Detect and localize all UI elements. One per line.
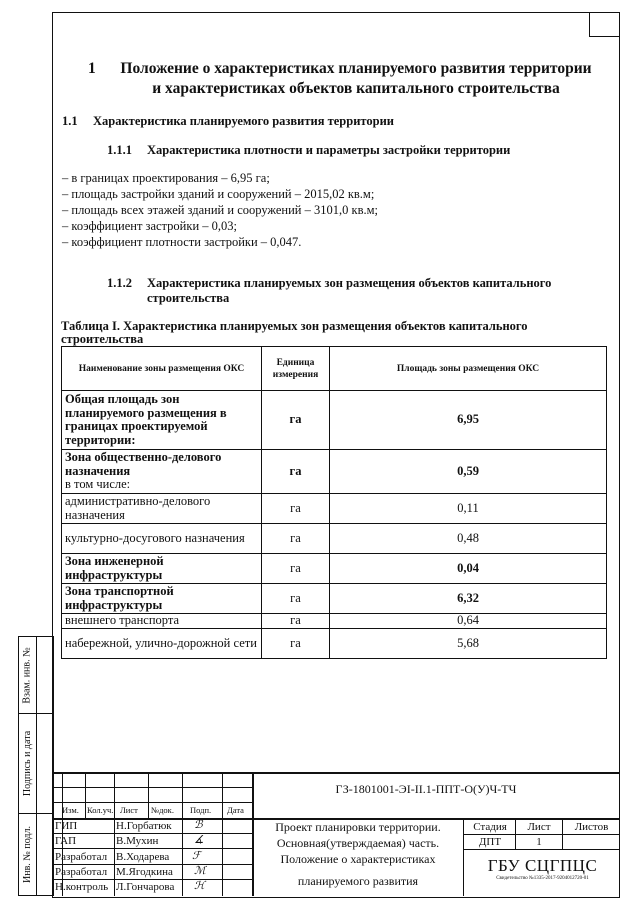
zone-unit: га <box>262 450 330 494</box>
col-header-list: Лист <box>120 805 138 815</box>
table-row <box>62 524 607 554</box>
zone-area: 0,04 <box>330 554 607 584</box>
role-name: М.Ягодкина <box>116 866 173 878</box>
table-row <box>62 494 607 524</box>
bullet-item: – в границах проектирования – 6,95 га; <box>62 171 270 185</box>
table-row <box>62 629 607 659</box>
signature-icon: ℱ <box>192 849 201 862</box>
role-name: Л.Гончарова <box>116 881 175 893</box>
table-row <box>62 554 607 584</box>
col-header-area: Площадь зоны размещения ОКС <box>330 347 607 391</box>
side-stamp <box>18 636 54 896</box>
zone-name: административно-делового назначения <box>62 494 262 524</box>
side-vzam-label: Взам. инв. № <box>22 646 34 704</box>
zone-name: Зона общественно-делового назначения <box>65 450 222 478</box>
signature-icon: ℳ <box>194 864 206 877</box>
section-1-number: 1 <box>88 60 96 77</box>
bullet-item: – площадь застройки зданий и сооружений – 2015,02 кв.м; <box>62 187 375 201</box>
table-row <box>62 450 607 494</box>
section-1-1-2-title-line1: Характеристика планируемых зон размещения объектов капитального <box>147 276 552 290</box>
zone-name: Зона транспортной инфраструктуры <box>62 584 262 614</box>
signature-icon: ℬ <box>194 818 203 831</box>
col-header-data: Дата <box>227 805 244 815</box>
zone-unit: га <box>262 629 330 659</box>
col-header-izm: Изм. <box>62 805 79 815</box>
table-caption: Таблица I. Характеристика планируемых зон размещения объектов капитального строительства <box>61 319 528 346</box>
section-1-title: Положение о характеристиках планируемого развития территории и характеристиках объектов капитального строительства <box>120 60 592 97</box>
zone-unit: га <box>262 524 330 554</box>
description-line: Основная(утверждаемая) часть. <box>276 836 440 850</box>
zone-name: Общая площадь зон планируемого размещения в границах проектируемой территории: <box>62 391 262 450</box>
description-line: Проект планировки территории. <box>275 820 441 834</box>
org-name: ГБУ СЦГПЦС <box>487 856 598 875</box>
zone-name-cell <box>62 450 262 494</box>
doc-code: ГЗ-1801001-ЭI-II.1-ППТ-О(У)Ч-ТЧ <box>335 782 517 796</box>
section-1-1-1-number: 1.1.1 <box>107 143 132 157</box>
side-inv-cell <box>19 814 36 895</box>
sheet-label: Лист <box>527 821 551 833</box>
col-header-podp: Подп. <box>190 805 212 815</box>
sheet-value: 1 <box>536 836 542 848</box>
signature-icon: ℋ <box>194 879 205 892</box>
stage-value: ДПТ <box>478 836 502 848</box>
role-label: ГИП <box>55 820 78 832</box>
zone-area: 6,32 <box>330 584 607 614</box>
sheet-corner-box <box>589 12 619 37</box>
role-label: ГАП <box>55 835 77 847</box>
role-name: В.Мухин <box>116 835 159 847</box>
zone-area: 0,11 <box>330 494 607 524</box>
zone-unit: га <box>262 614 330 629</box>
zone-unit: га <box>262 584 330 614</box>
role-name: Н.Горбатюк <box>116 820 172 832</box>
zone-name: внешнего транспорта <box>62 614 262 629</box>
side-inv-label: Инв. № подл. <box>22 826 34 883</box>
stage-label: Стадия <box>473 821 507 833</box>
col-header-unit: Единица измерения <box>262 347 330 391</box>
zone-area: 6,95 <box>330 391 607 450</box>
col-header-zone: Наименование зоны размещения ОКС <box>62 347 262 391</box>
zone-unit: га <box>262 494 330 524</box>
section-1-1-title: Характеристика планируемого развития территории <box>93 114 394 128</box>
role-label: Н.контроль <box>55 881 109 893</box>
zone-subtitle: в том числе: <box>65 477 131 492</box>
zone-unit: га <box>262 391 330 450</box>
col-header-kol: Кол.уч. <box>87 805 114 815</box>
zone-name: Зона инженерной инфраструктуры <box>62 554 262 584</box>
role-label: Разработал <box>55 851 108 863</box>
table-row <box>62 584 607 614</box>
title-block <box>52 772 620 896</box>
description-line: Положение о характеристиках <box>280 852 436 866</box>
zone-unit: га <box>262 554 330 584</box>
org-certificate: Свидетельство №1335-2017-9204012720-01 <box>496 876 589 881</box>
zone-name: набережной, улично-дорожной сети <box>62 629 262 659</box>
sheets-label: Листов <box>574 821 609 833</box>
zone-area: 0,64 <box>330 614 607 629</box>
side-podpis-label: Подпись и дата <box>22 730 33 797</box>
role-label: Разработал <box>55 866 108 878</box>
section-1-1-2-title-line2: строительства <box>147 291 230 305</box>
zones-table <box>61 346 607 659</box>
table-row <box>62 391 607 450</box>
bullet-item: – коэффициент застройки – 0,03; <box>62 219 237 233</box>
section-1-1-2-number: 1.1.2 <box>107 276 132 290</box>
zone-area: 0,48 <box>330 524 607 554</box>
section-1-1-number: 1.1 <box>62 114 78 128</box>
table-header-row <box>62 347 607 391</box>
side-podpis-cell <box>19 714 36 813</box>
section-1-1-1-title: Характеристика плотности и параметры застройки территории <box>147 143 511 157</box>
col-header-ndok: №док. <box>151 805 174 815</box>
bullet-item: – площадь всех этажей зданий и сооружений – 3101,0 кв.м; <box>62 203 378 217</box>
signature-icon: ∡ <box>194 833 204 846</box>
side-vzam-cell <box>19 637 36 713</box>
zone-area: 0,59 <box>330 450 607 494</box>
bullet-item: – коэффициент плотности застройки – 0,047. <box>62 235 302 249</box>
zone-area: 5,68 <box>330 629 607 659</box>
zone-name: культурно-досугового назначения <box>62 524 262 554</box>
role-name: В.Ходарева <box>116 851 170 863</box>
description-line: планируемого развития <box>297 874 419 888</box>
table-row <box>62 614 607 629</box>
section-1-1-2-title <box>147 276 587 306</box>
